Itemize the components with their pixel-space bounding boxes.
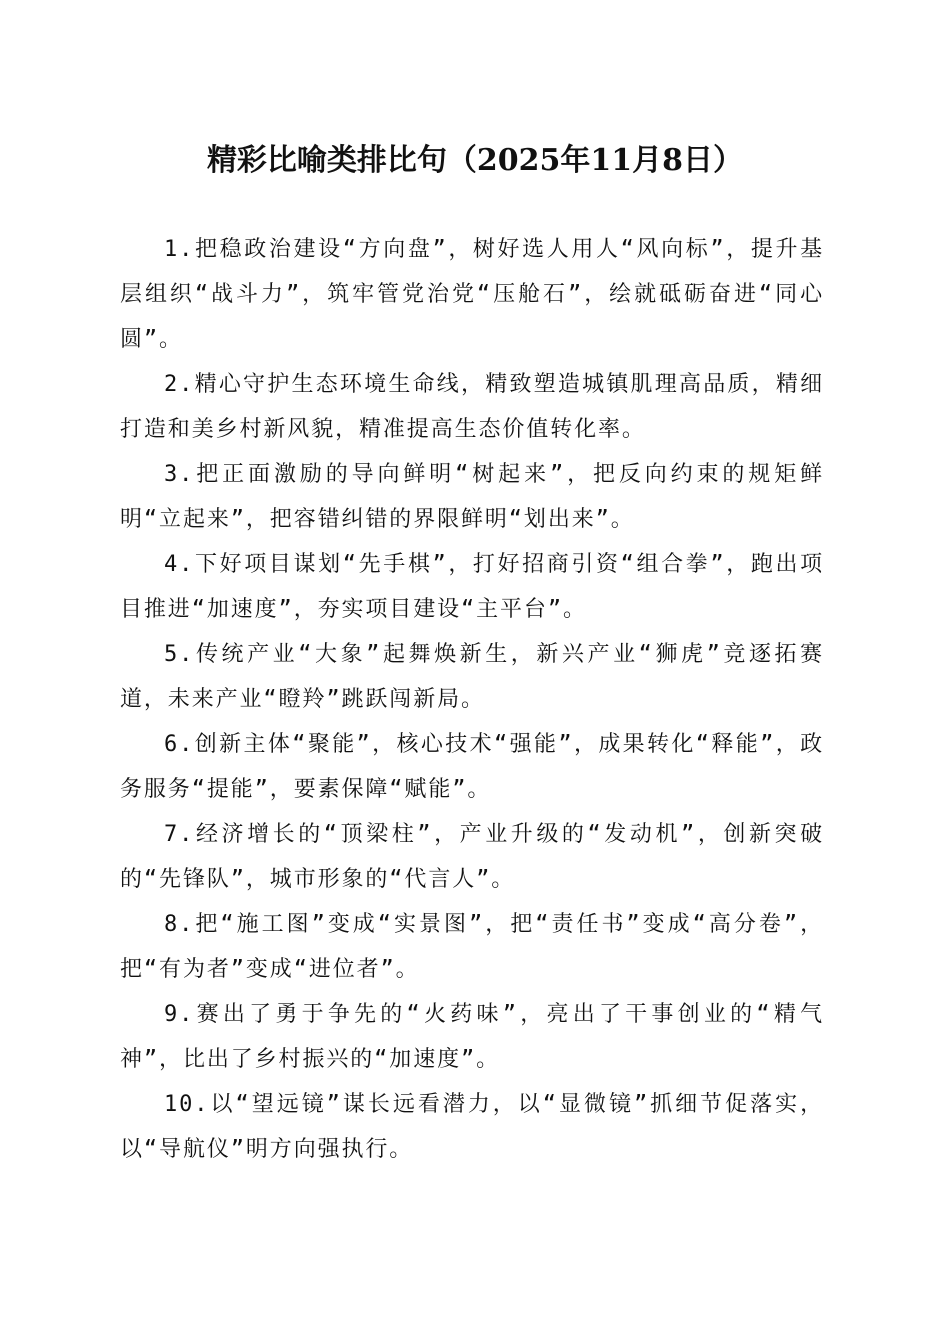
paragraph-4: 4.下好项目谋划“先手棋”，打好招商引资“组合拳”，跑出项目推进“加速度”，夯实项目建设“主平台”。 bbox=[120, 552, 824, 622]
paragraph-7: 7.经济增长的“顶梁柱”，产业升级的“发动机”，创新突破的“先锋队”，城市形象的“代言人”。 bbox=[120, 822, 824, 892]
paragraph-2: 2.精心守护生态环境生命线，精致塑造城镇肌理高品质，精细打造和美乡村新风貌，精准提高生态价值转化率。 bbox=[120, 372, 824, 442]
paragraph-1: 1.把稳政治建设“方向盘”，树好选人用人“风向标”，提升基层组织“战斗力”，筑牢管党治党“压舱石”，绘就砥砺奋进“同心圆”。 bbox=[120, 237, 824, 352]
paragraph-9: 9.赛出了勇于争先的“火药味”，亮出了干事创业的“精气神”，比出了乡村振兴的“加速度”。 bbox=[120, 1002, 824, 1072]
paragraph-10: 10.以“望远镜”谋长远看潜力，以“显微镜”抓细节促落实，以“导航仪”明方向强执行。 bbox=[120, 1092, 824, 1162]
paragraph-8: 8.把“施工图”变成“实景图”，把“责任书”变成“高分卷”，把“有为者”变成“进位者”。 bbox=[120, 912, 824, 982]
paragraph-5: 5.传统产业“大象”起舞焕新生，新兴产业“狮虎”竞逐拓赛道，未来产业“瞪羚”跳跃闯新局。 bbox=[120, 642, 824, 712]
paragraph-3: 3.把正面激励的导向鲜明“树起来”，把反向约束的规矩鲜明“立起来”，把容错纠错的界限鲜明“划出来”。 bbox=[120, 462, 824, 532]
paragraph-6: 6.创新主体“聚能”，核心技术“强能”，成果转化“释能”，政务服务“提能”，要素保障“赋能”。 bbox=[120, 732, 824, 802]
document-body bbox=[120, 227, 824, 1172]
document-title: 精彩比喻类排比句（2025年11月8日） bbox=[206, 143, 744, 178]
